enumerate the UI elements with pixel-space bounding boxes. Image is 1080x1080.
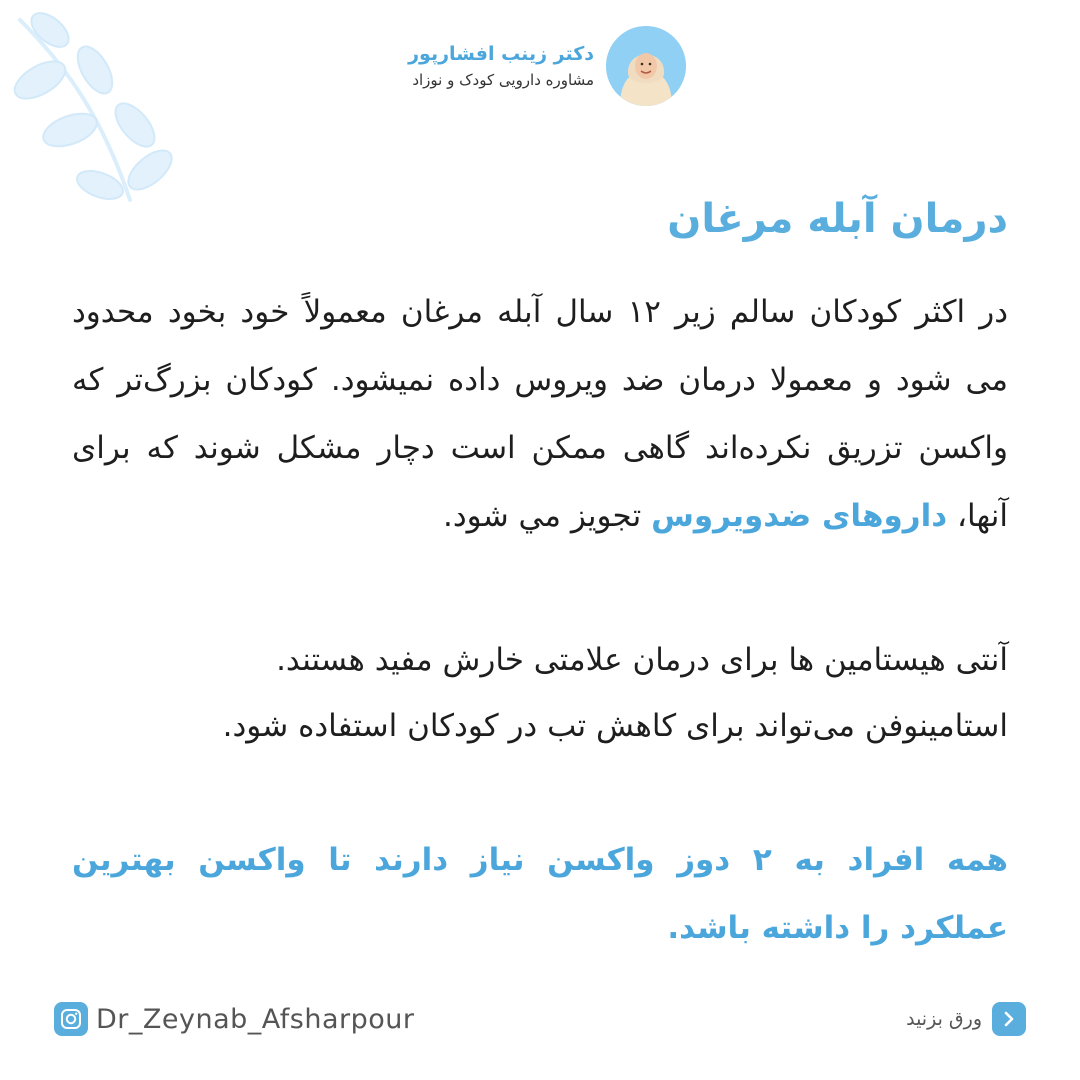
antiviral-highlight: داروهای ضدویروس [651,498,948,534]
doctor-subtitle: مشاوره دارویی کودک و نوزاد [412,71,594,89]
acetaminophen-line: استامینوفن می‌تواند برای کاهش تب در کودکان استفاده شود. [222,708,1008,744]
paragraph-treatment [72,278,1008,550]
antihistamine-line: آنتی هیستامین ها برای درمان علامتی خارش مفید هستند. [276,642,1008,678]
header-text [408,40,594,92]
paragraph-text: در اکثر کودکان سالم زیر ۱۲ سال آبله مرغان معمولاً خود بخود محدود می شود و معمولا درمان ضد ویروس داده نمیشود. کودکان بزرگ‌تر که واکسن تزریق نکرده‌اند گاهی ممکن است دچار مشکل شوند که برای آنها، [72,294,1008,534]
paragraph-text-end: تجویز مي شود. [443,498,642,534]
swipe-next[interactable] [906,1002,1026,1036]
swipe-label: ورق بزنید [906,1008,982,1030]
page-title: درمان آبله مرغان [667,196,1008,242]
instagram-handle-link[interactable] [54,1002,414,1036]
chevron-right-icon[interactable] [992,1002,1026,1036]
vaccine-note: همه افراد به ۲ دوز واکسن نیاز دارند تا واکسن بهترین عملکرد را داشته باشد. [72,842,1009,946]
doctor-name: دکتر زینب افشارپور [408,43,594,65]
avatar [606,26,686,106]
paragraph-symptom-relief [72,627,1008,759]
instagram-icon [54,1002,88,1036]
leaf-branch-decoration [0,0,200,220]
profile-header [408,26,686,106]
instagram-handle: Dr_Zeynab_Afsharpour [96,1003,415,1035]
